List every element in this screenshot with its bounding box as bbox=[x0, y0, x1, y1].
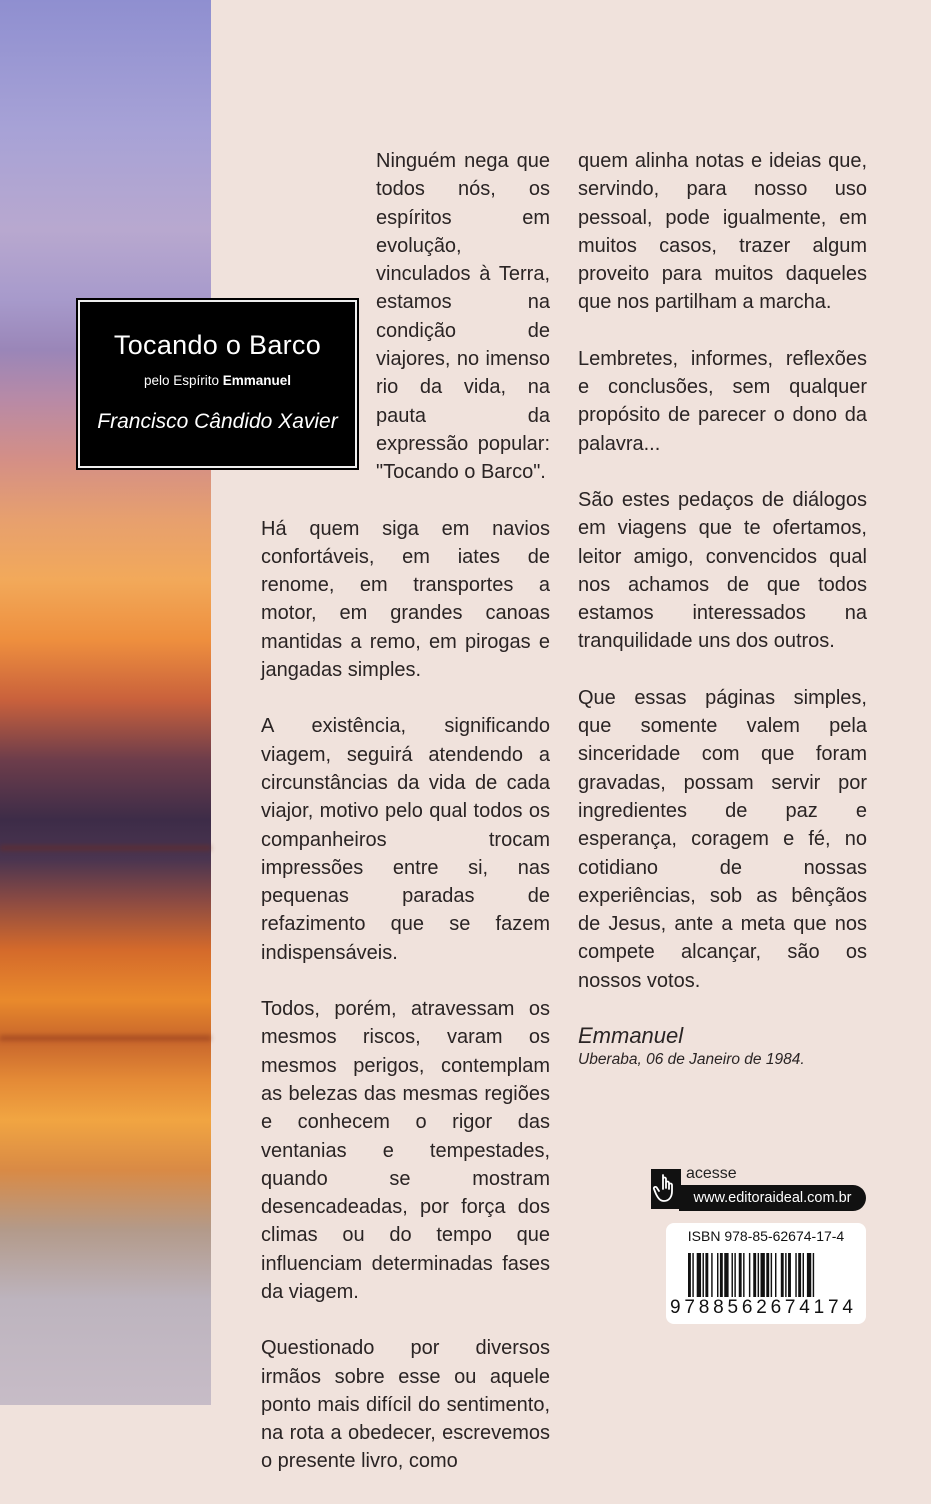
hand-pointer-icon bbox=[651, 1169, 681, 1209]
barcode-bar bbox=[807, 1253, 811, 1297]
barcode-bar bbox=[732, 1253, 733, 1297]
barcode-bar bbox=[692, 1253, 693, 1297]
spirit-name: Emmanuel bbox=[222, 373, 292, 388]
signature: Emmanuel bbox=[578, 1023, 684, 1049]
barcode-digits: 9788562674174 bbox=[670, 1297, 857, 1318]
barcode-bar bbox=[766, 1253, 769, 1297]
barcode-bar bbox=[739, 1253, 742, 1297]
barcode-bar bbox=[785, 1253, 786, 1297]
paragraph: Que essas páginas simples, que somente valem pela sinceridade com que foram gravadas, possam servir por ingredientes de paz e esperança, coragem e fé, no cotidiano de nossas experiências, sob as bênçãos de Jesus, ante a meta que nos compete alcançar, são os nossos votos. bbox=[578, 686, 867, 992]
text-column-left bbox=[261, 147, 550, 1504]
subtitle-prefix: pelo Espírito bbox=[143, 373, 219, 388]
barcode-bar bbox=[753, 1253, 756, 1297]
barcode-bar bbox=[781, 1253, 784, 1297]
barcode-bar bbox=[761, 1253, 765, 1297]
paragraph: Lembretes, informes, reflexões e conclusões, sem qualquer propósito de parecer o dono da palavra... bbox=[578, 347, 867, 455]
barcode-bar bbox=[703, 1253, 704, 1297]
barcode-bar bbox=[813, 1253, 814, 1297]
barcode-bar bbox=[743, 1253, 744, 1297]
paragraph: Ninguém nega que todos nós, os espíritos em evolução, vinculados à Terra, estamos na condição de viajores, no imenso rio da vida, na pauta da expressão popular: "Tocando o Barco". bbox=[376, 150, 550, 484]
publisher-website-badge[interactable] bbox=[651, 1163, 866, 1213]
barcode-bar bbox=[803, 1253, 804, 1297]
reflection-band bbox=[0, 1035, 211, 1041]
paragraph: São estes pedaços de diálogos em viagens que te ofertamos, leitor amigo, convencidos qual nos achamos de que todos estamos interessados na tranquilidade uns dos outros. bbox=[578, 488, 867, 653]
signature-date: Uberaba, 06 de Janeiro de 1984. bbox=[578, 1051, 805, 1069]
barcode-bar bbox=[734, 1253, 735, 1297]
access-label: acesse bbox=[686, 1165, 737, 1182]
barcode-bar bbox=[720, 1253, 723, 1297]
isbn-label: ISBN 978-85-62674-17-4 bbox=[687, 1228, 845, 1244]
barcode-bar bbox=[688, 1253, 691, 1297]
isbn-barcode-panel bbox=[666, 1223, 866, 1324]
paragraph: Questionado por diversos irmãos sobre esse ou aquele ponto mais difícil do sentimento, na rota a obedecer, escrevemos o presente livro, como bbox=[261, 1337, 550, 1473]
barcode-bar bbox=[795, 1253, 796, 1297]
title-panel-wrap-space bbox=[261, 283, 376, 481]
barcode-bar bbox=[749, 1253, 750, 1297]
barcode-bar bbox=[724, 1253, 728, 1297]
barcode-bar bbox=[711, 1253, 712, 1297]
barcode-bar bbox=[775, 1253, 776, 1297]
barcode bbox=[688, 1253, 848, 1297]
paragraph: quem alinha notas e ideias que, servindo, para nosso uso pessoal, pode igualmente, em muitos casos, trazer algum proveito para muitos daqueles que nos partilham a marcha. bbox=[578, 150, 867, 314]
author-name: Francisco Cândido Xavier bbox=[97, 410, 338, 433]
paragraph: Há quem siga em navios confortáveis, em iates de renome, em transportes a motor, em grandes canoas mantidas a remo, em pirogas e jangadas simples. bbox=[261, 517, 550, 682]
barcode-bar bbox=[798, 1253, 801, 1297]
website-link[interactable]: www.editoraideal.com.br bbox=[679, 1185, 866, 1211]
text-column-right bbox=[578, 147, 867, 1071]
barcode-bar bbox=[758, 1253, 759, 1297]
horizon-band bbox=[0, 845, 211, 851]
paragraph: A existência, significando viagem, seguirá atendendo a circunstâncias da vida de cada viajor, motivo pelo qual todos os companheiros trocam impressões entre si, nas pequenas paradas de refazimento que se fazem indispensáveis. bbox=[261, 715, 550, 964]
sunset-photo-strip bbox=[0, 0, 211, 1405]
barcode-bar bbox=[771, 1253, 772, 1297]
barcode-bar bbox=[705, 1253, 708, 1297]
book-title: Tocando o Barco bbox=[113, 330, 322, 360]
barcode-bar bbox=[788, 1253, 791, 1297]
barcode-bar bbox=[717, 1253, 718, 1297]
paragraph: Todos, porém, atravessam os mesmos riscos, varam os mesmos perigos, contemplam as belezas das mesmas regiões e conhecem o rigor das ventanias e tempestades, quando se mostram desencadeadas, por força dos climas ou do tempo que influenciam determinadas fases da viagem. bbox=[261, 998, 550, 1303]
barcode-bar bbox=[697, 1253, 701, 1297]
